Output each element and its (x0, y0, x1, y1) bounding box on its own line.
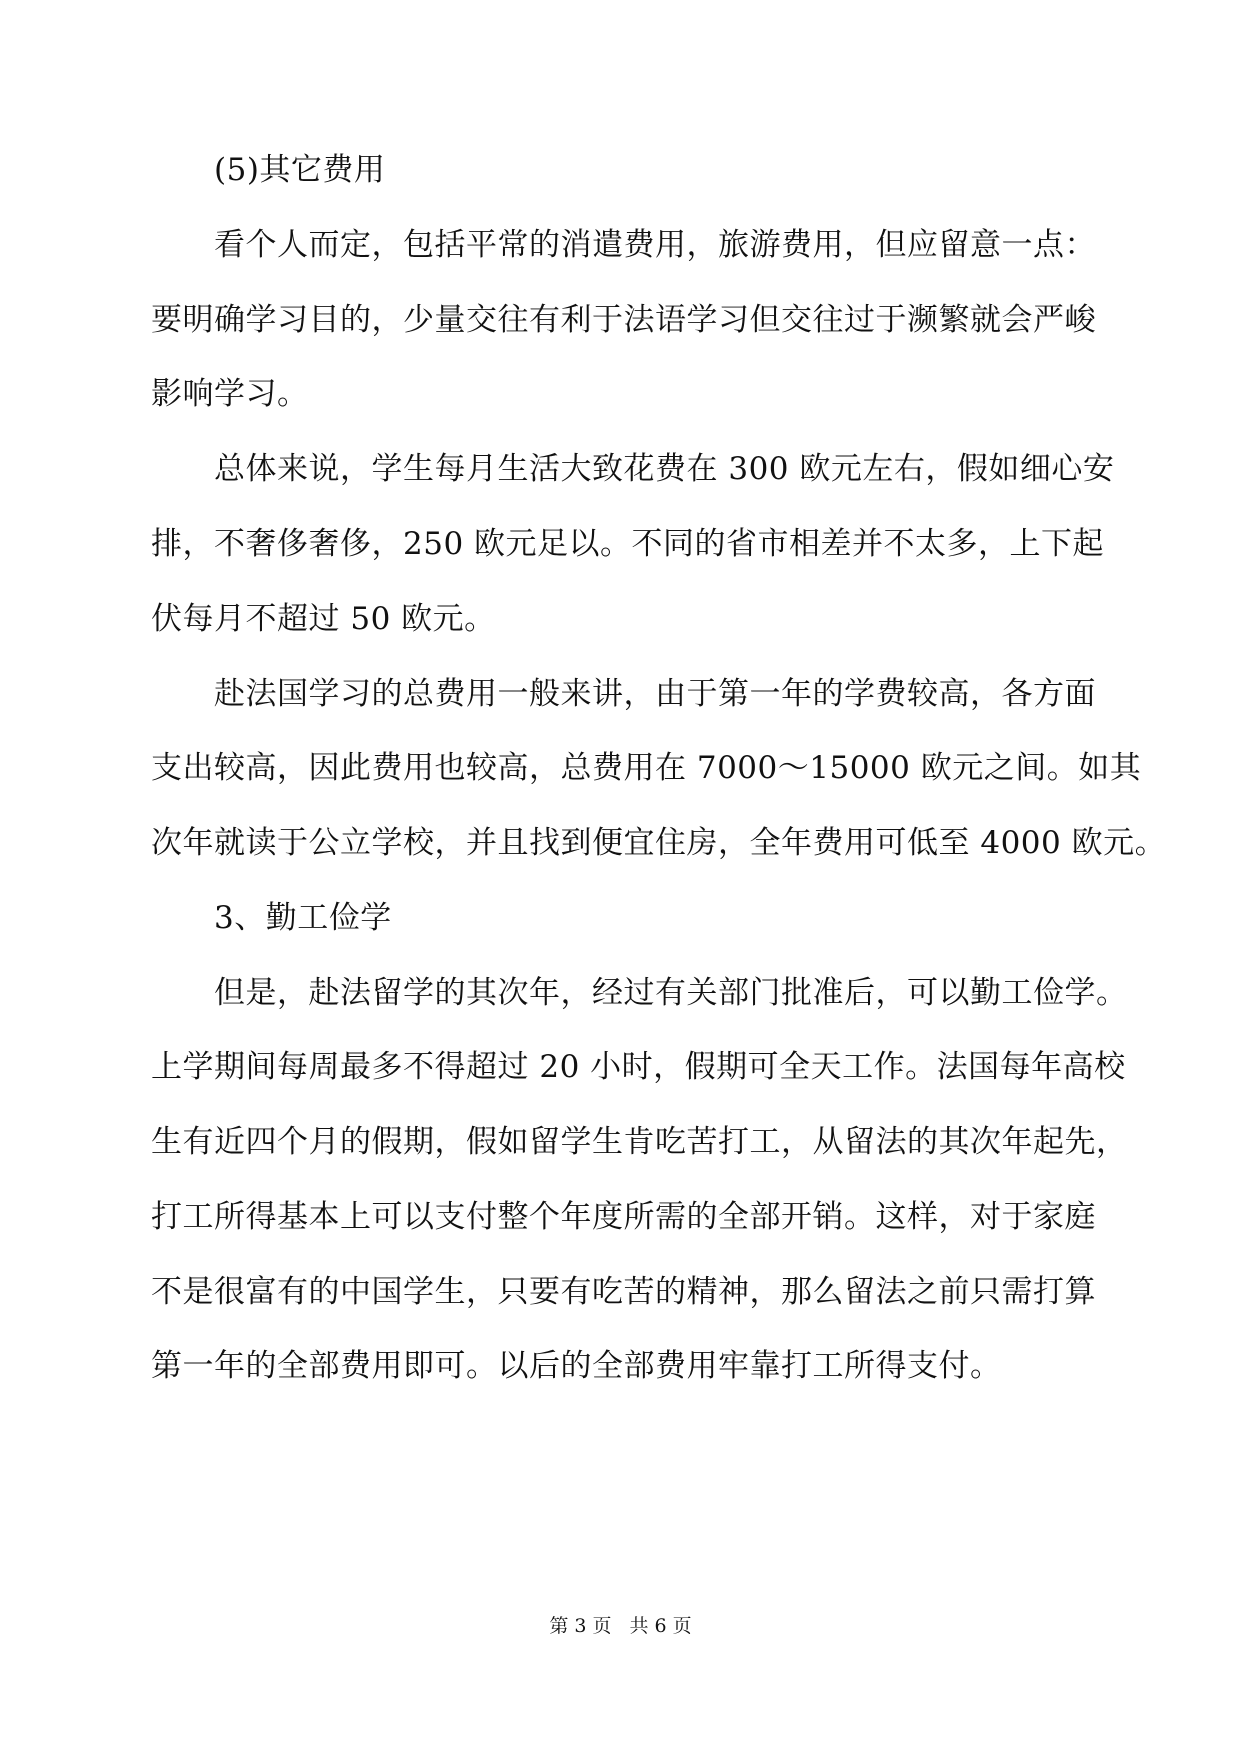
page-number: 第 3 页 (549, 1615, 612, 1637)
paragraph-line: 但是，赴法留学的其次年，经过有关部门批准后，可以勤工俭学。 (214, 975, 1128, 1011)
total-pages: 共 6 页 (629, 1615, 692, 1637)
paragraph-line: 次年就读于公立学校，并且找到便宜住房，全年费用可低至 4000 欧元。 (151, 825, 1167, 861)
paragraph-line: 排，不奢侈奢侈，250 欧元足以。不同的省市相差并不太多，上下起 (151, 526, 1105, 562)
paragraph-line: 影响学习。 (151, 376, 309, 412)
section-heading-work-study: 3、勤工俭学 (214, 900, 392, 936)
paragraph-line: 生有近四个月的假期，假如留学生肯吃苦打工，从留法的其次年起先， (151, 1124, 1128, 1160)
page-footer (0, 1614, 1241, 1638)
paragraph-line: 伏每月不超过 50 欧元。 (151, 601, 496, 637)
paragraph-line: 支出较高，因此费用也较高，总费用在 7000～15000 欧元之间。如其 (151, 750, 1142, 786)
paragraph-line: 要明确学习目的，少量交往有利于法语学习但交往过于濒繁就会严峻 (151, 302, 1096, 338)
paragraph-line: 看个人而定，包括平常的消遣费用，旅游费用，但应留意一点： (214, 227, 1096, 263)
paragraph-line: 不是很富有的中国学生，只要有吃苦的精神，那么留法之前只需打算 (151, 1274, 1096, 1310)
paragraph-line: 赴法国学习的总费用一般来讲，由于第一年的学费较高，各方面 (214, 676, 1096, 712)
section-heading-other-fees: (5)其它费用 (214, 152, 386, 188)
paragraph-line: 上学期间每周最多不得超过 20 小时，假期可全天工作。法国每年高校 (151, 1049, 1126, 1085)
paragraph-line: 打工所得基本上可以支付整个年度所需的全部开销。这样，对于家庭 (151, 1199, 1096, 1235)
paragraph-line: 总体来说，学生每月生活大致花费在 300 欧元左右，假如细心安 (214, 451, 1115, 487)
paragraph-line: 第一年的全部费用即可。以后的全部费用牢靠打工所得支付。 (151, 1348, 1002, 1384)
